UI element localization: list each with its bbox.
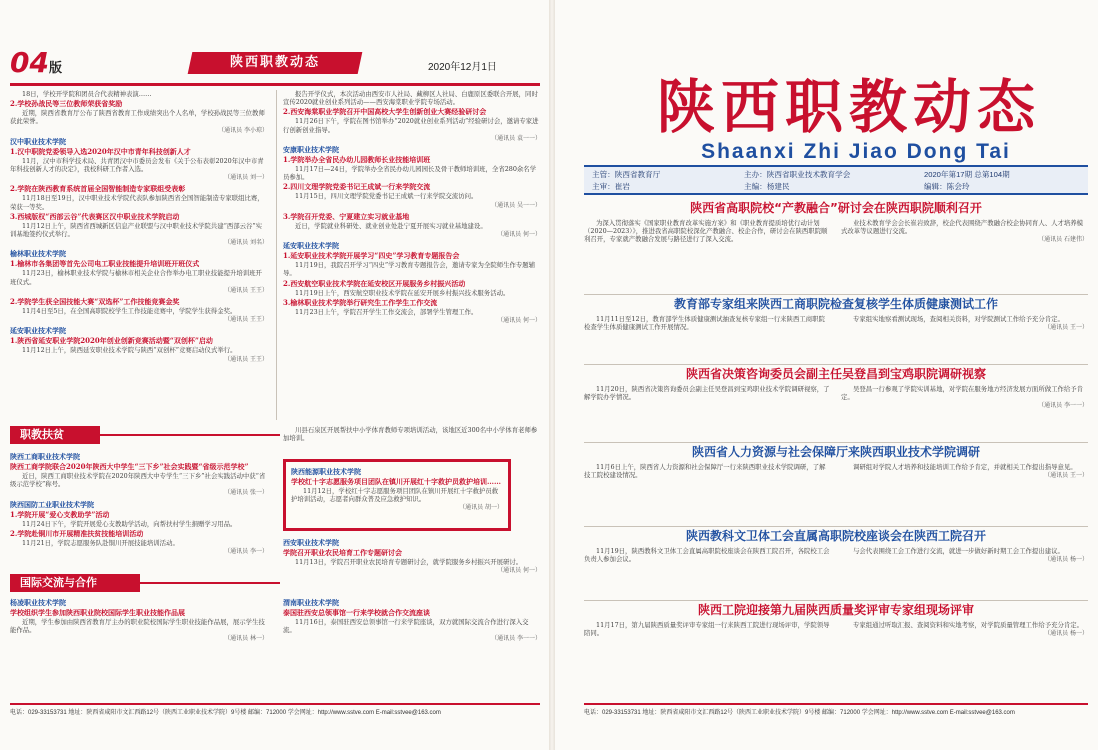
column-divider [276,90,277,420]
issue-date: 2020年12月1日 [428,62,497,73]
news-item-title: 2.四川文理学院党委书记王成斌一行来学院交流 [283,182,431,192]
news-item-title: 1.汉中职院党委领导入选2020年汉中市青年科技创新人才 [10,146,191,156]
article-columns [584,315,1088,334]
news-column-1 [10,90,268,420]
page-suffix: 版 [48,61,62,76]
article-columns [584,621,1088,640]
news-item-title: 陕西工商学院联合2020年陕西大中学生“三下乡”社会实践暨“省级示范学校” [10,462,249,471]
article-byline: （通讯员 王一） [1044,324,1088,332]
article-column-2-text: 与会代表围绕工会工作进行交流，就进一步做好新时期工会工作提出建议。 [853,547,1064,555]
poverty-column-1 [10,450,268,570]
article-title: 陕西省决策咨询委员会副主任吴登昌到宝鸡职院调研视察 [685,367,986,381]
article-column-2 [841,385,1088,413]
news-item-body: 11月19日，我院召开学习“四史”学习教育专题报告会，邀请专家为全院师生作专题辅导。 [283,261,536,278]
news-item-byline: （通讯员 刘一） [224,174,268,182]
article-byline: （通讯员 石建伟） [1038,236,1088,244]
info-editor-in-chief: 主编：杨建民 [744,182,790,191]
intl-byline-1: （通讯员 林一） [224,635,268,643]
article-block [584,366,1088,444]
news-item-byline: （通讯员 何一） [497,317,541,325]
article-block [584,528,1088,602]
article-byline: （通讯员 杨一） [1044,630,1088,638]
article-column-2 [841,219,1088,247]
article-divider [584,442,1088,443]
news-item-body: 11月23日上午，学院召开学生工作交流会，部署学生管理工作。 [295,307,478,316]
article-column-1: 11月17日，第九届陕西质量奖评审专家组一行来陕西工院进行现场评审，学院领导陪同。 [584,621,830,638]
intl-title-2: 泰国驻西安总领事馆一行来学校就合作交流座谈 [283,608,430,617]
intl-title-1: 学校组织学生参加陕西职业院校国际学生职业技能作品展 [10,608,185,617]
article-column-2 [841,463,1088,482]
news-item-title: 2.学校孙战民等三位教师荣获省奖励 [10,99,123,109]
news-item-body: 11月18日至19日，汉中职业技术学院代表队参加陕西省全国智能制造专家联组比赛，荣获一等奖。 [10,194,264,211]
article-column-1: 11月6日上午，陕西省人力资源和社会保障厅一行来陕西职业技术学院调研，了解技工院校建设情况。 [584,463,826,480]
article-block [584,444,1088,528]
poverty-column-1-items [10,452,268,556]
article-divider [584,600,1088,601]
section-vocational-poverty: 职教扶贫 [10,426,100,444]
spread-gutter [549,0,555,750]
article-block [584,602,1088,680]
right-articles [584,198,1088,698]
article-column-2 [841,547,1088,566]
news-item-byline: （通讯员 张一） [224,489,268,497]
news-item-byline: （通讯员 何一） [497,231,541,239]
article-column-2-text: 调研组对学院人才培养和技能培训工作给予肯定，并就相关工作提出指导意见。 [853,463,1077,471]
article-title: 陕西省人力资源与社会保障厅来陕西职业技术学院调研 [691,445,980,459]
left-footer: 电话：029-33153731 地址：陕西省咸阳市文汇西路12号（陕西工业职业技术学院）9号楼 邮编：712000 学会网址：http://www.sstve.com E-mail:sstvee@163.com [10,710,441,716]
article-column-2-text: 业技术教育学会会长崔岩致辞，校企代表围绕产教融合校企协同育人、人才培养模式改革等议题进行交流。 [841,219,1084,236]
article-title: 陕西教科文卫体工会直属高职院校座谈会在陕西工院召开 [685,529,986,543]
article-byline: （通讯员 杨一） [1044,556,1088,564]
page-number [10,46,62,79]
news-item-title: 2.学院赴铜川市开展精准扶贫技能培训活动 [10,528,144,538]
header-rule [10,83,540,86]
news-item-title: 3.榆林职业技术学院举行研究生工作学生工作交流 [283,297,438,307]
intl-byline-2: （通讯员 李一一） [491,635,541,643]
news-item-title: 3.西城版权“西部云谷”代表赛区汉中职业技术学院启动 [10,211,180,221]
right-footer-rule [584,703,1088,705]
news-item-title: 2.学院学生获全国技能大赛“双选杯”工作技能竞赛金奖 [10,297,180,307]
international-column-2 [283,596,541,696]
news-item-byline: （通讯员 吴一一） [491,201,541,209]
news-column-2 [283,90,541,420]
news-item-byline: （通讯员 李一） [224,548,268,556]
right-page [556,0,1098,750]
article-column-1: 11月19日，陕西教科文卫体工会直属高职院校座谈会在陕西工院召开，各院校工会负责人参加会议。 [584,547,830,564]
section-tail-2 [140,582,280,584]
school-heading: 汉中职业技术学院 [10,136,66,146]
article-column-2 [841,621,1088,640]
article-byline: （通讯员 李一一） [1038,402,1088,410]
intl-body-2: 11月16日，泰国驻西安总领事馆一行来学院座谈，双方就国际交流合作进行深入交流。 [283,618,529,635]
school-heading: 榆林职业技术学院 [10,249,66,259]
news-item-body: 11月24日下午，学院开展爱心支教助学活动，向帮扶村学生捐赠学习用品。 [22,519,237,528]
news-item-byline: （通讯员 王王） [224,286,268,294]
article-divider [584,294,1088,295]
info-issue: 2020年第17期 总第104期 [924,170,1010,179]
news-item-body: 11月19日上午，西安航空职业技术学院在延安开展乡村振兴技术服务活动。 [295,288,510,297]
news-item-body: 11月4日至5日，在全国高职院校学生工作技能竞赛中，学院学生获得金奖。 [22,307,237,316]
news-item-byline: （通讯员 王王） [224,355,268,363]
poverty-column-2-items [283,538,541,575]
info-bar [584,165,1088,195]
news-item-body: 11月21日，学院志愿服务队赴铜川开展技能培训活动。 [22,538,179,547]
news-item-body: 11月17日—24日，学院举办全省民办幼儿园园长及骨干教师培训班，全省280余名学员参加。 [283,165,537,182]
news-item-title: 2.学院在陕西教育系统首届全国智能制造专家联组受表彰 [10,184,186,194]
column-lead: 18日，学校开学院和团员合代表精神表演…… [22,90,152,98]
info-organizer: 主办：陕西省职业技术教育学会 [744,170,851,179]
news-item-title: 3.学院召开党委、宁夏建立实习就业基地 [283,211,410,221]
intl-body-1: 近期，学生参加由陕西省教育厅主办的职业院校国际学生职业技能作品展，展示学生技能作品。 [10,618,265,635]
section-international: 国际交流与合作 [10,574,140,592]
news-item-title: 1.陕西省延安职业学院2020年创业创新竞赛活动暨“双创杯”启动 [10,336,213,346]
article-columns [584,219,1088,247]
page-number-value: 04 [10,46,49,79]
news-item-title: 学院召开职业农民培育工作专题研讨会 [283,548,402,557]
school-heading: 安康职业技术学院 [283,145,339,155]
news-item-title: 1.延安职业技术学院开展学习“四史”学习教育专题报告会 [283,251,460,261]
article-divider [584,526,1088,527]
news-item-byline: （通讯员 李小琼） [218,126,268,134]
article-divider [584,364,1088,365]
article-title: 教育部专家组来陕西工商职院检查复核学生体质健康测试工作 [673,297,998,311]
article-title: 陕西省高职院校“产教融合”研讨会在陕西职院顺利召开 [690,201,982,215]
right-footer: 电话：029-33153731 地址：陕西省咸阳市文汇西路12号（陕西工业职业技术学院）9号楼 邮编：712000 学会网址：http://www.sstve.com E-mail:sstvee@163.com [584,710,1015,716]
highlight-school: 陕西能源职业技术学院 [291,467,361,476]
highlight-body: 11月12日，学校红十字志愿服务项目团队在镇川开展红十字救护员救护培训活动，志愿者向群众普及应急救护知识。 [291,487,499,504]
news-item-title: 2.西安海棠职业学院召开中国高校大学生创新创业大赛经验研讨会 [283,107,487,117]
news-item-body: 11月12日上午，陕西延安职业技术学院与陕西“双创杯”竞赛启动仪式举行。 [22,346,237,355]
poverty-column-2-lower [283,536,541,575]
column-1-items [10,99,268,364]
article-columns [584,463,1088,482]
article-column-1: 为深入贯彻落实《国家职业教育改革实施方案》和《职业教育提质培优行动计划（2020—2023）》，推进我省高职院校深化产教融合、校企合作，研讨会在陕西职院顺利召开，专家就产教融合发展与路径进行了深入交流。 [584,219,828,244]
article-column-2-text: 吴登昌一行参观了学院实训基地，对学院在服务地方经济发展方面所做工作给予肯定。 [841,385,1084,402]
intl-school-1: 杨凌职业技术学院 [10,598,66,607]
article-columns [584,385,1088,413]
article-block [584,200,1088,296]
school-heading: 陕西国防工业职业技术学院 [10,499,94,509]
news-item-byline: （通讯员 袁一一） [491,134,541,142]
article-column-1: 11月20日，陕西省决策咨询委员会副主任吴登昌到宝鸡职业技术学院调研视察，了解学院办学情况。 [584,385,830,402]
news-item-body: 报告开学仪式，本次活动由西安市人社局、藏柳区人社局、白鹿原区委联合开展，同时宣传2020就业创业系列活动——西安海棠职业学院专场活动。 [283,90,538,107]
news-item-title: 2.西安航空职业技术学院在延安校区开展服务乡村振兴活动 [283,278,466,288]
article-block [584,296,1088,366]
article-byline: （通讯员 王一） [1044,472,1088,480]
info-sponsor: 主管：陕西省教育厅 [592,170,661,179]
footer-rule [10,703,540,705]
article-column-1: 11月11日至12日，教育部学生体质健康测试抽查复核专家组一行来陕西工商职院检查学生体质健康测试工作开展情况。 [584,315,825,332]
column-2-items [283,90,541,325]
news-item-body: 11月13日，学院召开职业农民培育专题研讨会，就学院服务乡村振兴开展研讨。 [295,558,523,566]
article-column-2-text: 专家组通过听取汇报、查阅资料和实地考察，对学院质量管理工作给予充分肯定。 [853,621,1084,629]
news-item-byline: （通讯员 刘名） [224,239,268,247]
news-item-body: 11月12日上午，陕西省西城新区信息产业联盟与汉中职业技术学院共建“西部云谷”实训基地签约仪式举行。 [10,221,263,239]
news-item-title: 1.榆林市各集团等首先公司电工职业技能提升培训班开班仪式 [10,259,200,269]
news-item-body: 近日，学院就业科研处、就业创业处赴宁夏开展实习就业基地建设。 [295,221,487,230]
news-item-byline: （通讯员 王王） [224,316,268,324]
news-item-body: 11月26日下午，学院在图书馆举办“2020就业创业系列活动”经验研讨会，邀请专家进行创新创业指导。 [283,117,539,134]
school-heading: 陕西工商职业技术学院 [10,452,80,461]
poverty-lead: 川县石泉区开展帮扶中小学体育教师专项培训活动，该地区近300名中小学体育老师参加培训。 [283,426,538,443]
article-column-2 [841,315,1088,334]
article-title: 陕西工院迎接第九届陕西质量奖评审专家组现场评审 [697,603,974,617]
info-editor: 编辑：陈会玲 [924,182,970,191]
school-heading: 西安职业技术学院 [283,538,339,547]
highlight-title: 学校红十字志愿服务项目团队在镇川开展红十字救护员救护培训…… [291,477,501,486]
international-column-1 [10,596,268,696]
school-heading: 延安职业技术学院 [283,241,339,251]
masthead-pinyin: Shaanxi Zhi Jiao Dong Tai [701,140,1011,163]
news-item-body: 近期，陕西省教育厅公布了陕西省教育工作成绩突出个人名单，学校孙战民等三位教师获此荣誉。 [10,109,265,126]
masthead-title: 陕西职教动态 [656,73,1041,141]
highlight-byline: （通讯员 胡一） [459,504,503,512]
news-item-byline: （通讯员 何一） [497,567,541,575]
section-tail [100,434,280,436]
news-item-body: 11月，汉中市科学技术局、共青团汉中市委员会发布《关于公布表彰2020年汉中市青年科技创新人才的决定》，我校科研工作者入选。 [10,156,264,174]
highlighted-article [283,459,511,531]
news-item-title: 1.学院开展“爱心支教助学”活动 [10,509,110,519]
masthead-banner-text: 陕西职教动态 [229,55,320,70]
article-column-2-text: 专家组实地察看测试现场，查阅相关资料，对学院测试工作给予充分肯定。 [853,315,1064,323]
news-item-body: 11月15日，四川文理学院党委书记王成斌一行来学院交流访问。 [295,192,478,201]
intl-school-2: 渭南职业技术学院 [283,598,339,607]
info-chief: 主审：崔岩 [592,182,630,191]
school-heading: 延安职业技术学院 [10,326,66,336]
news-item-title: 1.学院举办全省民办幼儿园教师长业技能培训班 [283,155,431,165]
article-columns [584,547,1088,566]
news-item-body: 近日，陕西工商职业技术学院在2020年陕西大中专学生“三下乡”社会实践活动中获“省级示范学校”称号。 [10,472,266,489]
news-item-body: 11月23日，榆林职业技术学院与榆林市相关企业合作举办电工职业技能提升培训班开班仪式。 [10,269,262,286]
